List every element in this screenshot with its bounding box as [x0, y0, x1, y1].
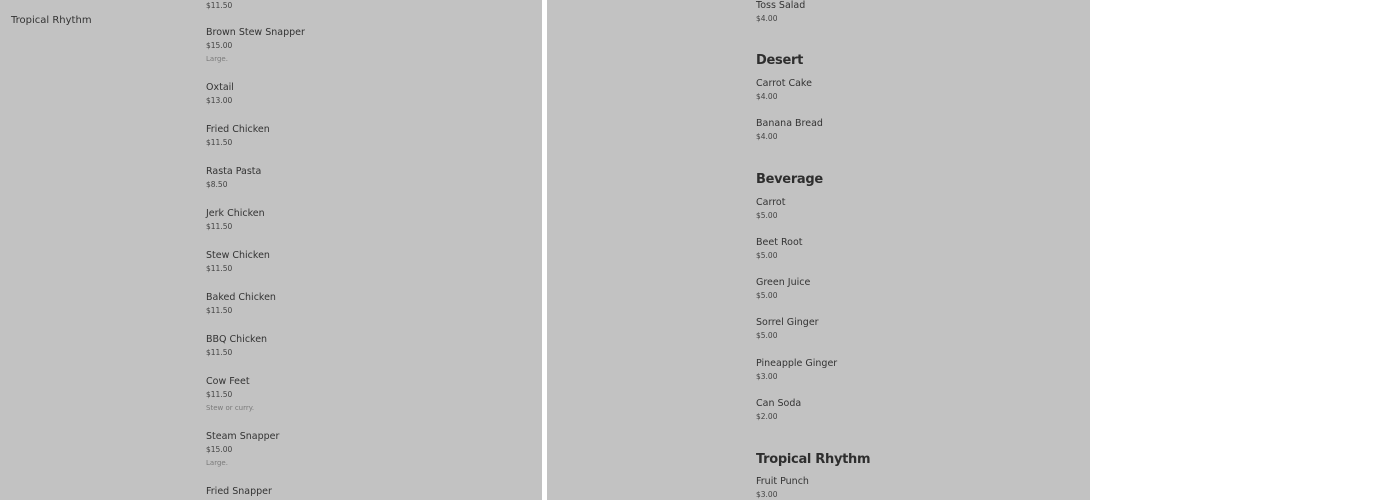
item-name: Jerk Chicken: [206, 208, 265, 219]
menu-item-banana-bread[interactable]: [756, 118, 823, 142]
menu-item-rasta-pasta[interactable]: [206, 166, 261, 190]
item-price: $11.50: [206, 390, 233, 399]
item-price: $4.00: [756, 14, 778, 23]
item-name: Steam Snapper: [206, 431, 280, 442]
item-description: Large.: [206, 459, 228, 467]
item-price: $3.00: [756, 490, 778, 499]
item-price: $11.50: [206, 222, 233, 231]
item-price: $4.00: [756, 92, 778, 101]
menu-item-can-soda[interactable]: [756, 398, 801, 422]
sidebar-category-tropical-rhythm[interactable]: Tropical Rhythm: [11, 15, 92, 26]
item-name: Can Soda: [756, 398, 802, 409]
item-name: Sorrel Ginger: [756, 317, 819, 328]
item-name: Baked Chicken: [206, 292, 276, 303]
item-name: Green Juice: [756, 277, 811, 288]
item-name: Toss Salad: [756, 0, 806, 11]
menu-item-baked-chicken[interactable]: [206, 292, 276, 316]
section-title-beverage: Beverage: [756, 172, 823, 187]
item-price: $8.50: [206, 180, 228, 189]
menu-item-carrot-cake[interactable]: [756, 78, 812, 102]
item-name: Fried Chicken: [206, 124, 270, 135]
item-name: Beet Root: [756, 237, 803, 248]
item-price: $11.50: [206, 264, 233, 273]
item-price: $15.00: [206, 445, 233, 454]
section-title-tropical-rhythm: Tropical Rhythm: [756, 452, 871, 467]
menu-item-steam-snapper[interactable]: [206, 431, 279, 468]
item-name: Oxtail: [206, 82, 234, 93]
item-price: $15.00: [206, 41, 233, 50]
menu-item-green-juice[interactable]: [756, 277, 810, 301]
item-price: $11.50: [206, 1, 233, 10]
item-name: BBQ Chicken: [206, 334, 268, 345]
item-price: $11.50: [206, 348, 233, 357]
item-price: $5.00: [756, 251, 778, 260]
item-price: $5.00: [756, 331, 778, 340]
item-price: $13.00: [206, 96, 233, 105]
menu-item-oxtail[interactable]: [206, 82, 234, 106]
item-name: Carrot: [756, 197, 786, 208]
item-name: Stew Chicken: [206, 250, 270, 261]
item-name: Brown Stew Snapper: [206, 27, 305, 38]
item-price: $2.00: [756, 412, 778, 421]
item-description: Stew or curry.: [206, 404, 255, 412]
menu-item-stew-chicken[interactable]: [206, 250, 270, 274]
menu-item-pineapple-ginger[interactable]: [756, 358, 837, 382]
item-name: Carrot Cake: [756, 78, 812, 89]
menu-item[interactable]: [206, 0, 232, 11]
item-name: Cow Feet: [206, 376, 250, 387]
menu-item-sorrel-ginger[interactable]: [756, 317, 819, 341]
item-price: $3.00: [756, 372, 778, 381]
item-price: $5.00: [756, 291, 778, 300]
menu-item-cow-feet[interactable]: [206, 376, 254, 413]
item-price: $11.50: [206, 306, 233, 315]
menu-item-fruit-punch[interactable]: [756, 476, 809, 500]
item-price: $5.00: [756, 211, 778, 220]
item-name: Banana Bread: [756, 118, 823, 129]
item-name: Fried Snapper: [206, 486, 272, 497]
menu-item-carrot[interactable]: [756, 197, 785, 221]
menu-item-toss-salad[interactable]: [756, 0, 805, 24]
menu-item-fried-chicken[interactable]: [206, 124, 270, 148]
item-name: Rasta Pasta: [206, 166, 262, 177]
item-name: Pineapple Ginger: [756, 358, 838, 369]
menu-item-jerk-chicken[interactable]: [206, 208, 265, 232]
menu-item-brown-stew-snapper[interactable]: [206, 27, 305, 64]
menu-item-fried-snapper[interactable]: [206, 486, 272, 498]
item-price: $11.50: [206, 138, 233, 147]
item-price: $4.00: [756, 132, 778, 141]
item-name: Fruit Punch: [756, 476, 809, 487]
menu-item-beet-root[interactable]: [756, 237, 802, 261]
menu-panel-left: [0, 0, 542, 500]
menu-panel-right: [547, 0, 1090, 500]
section-title-desert: Desert: [756, 53, 803, 68]
item-description: Large.: [206, 55, 228, 63]
menu-item-bbq-chicken[interactable]: [206, 334, 267, 358]
